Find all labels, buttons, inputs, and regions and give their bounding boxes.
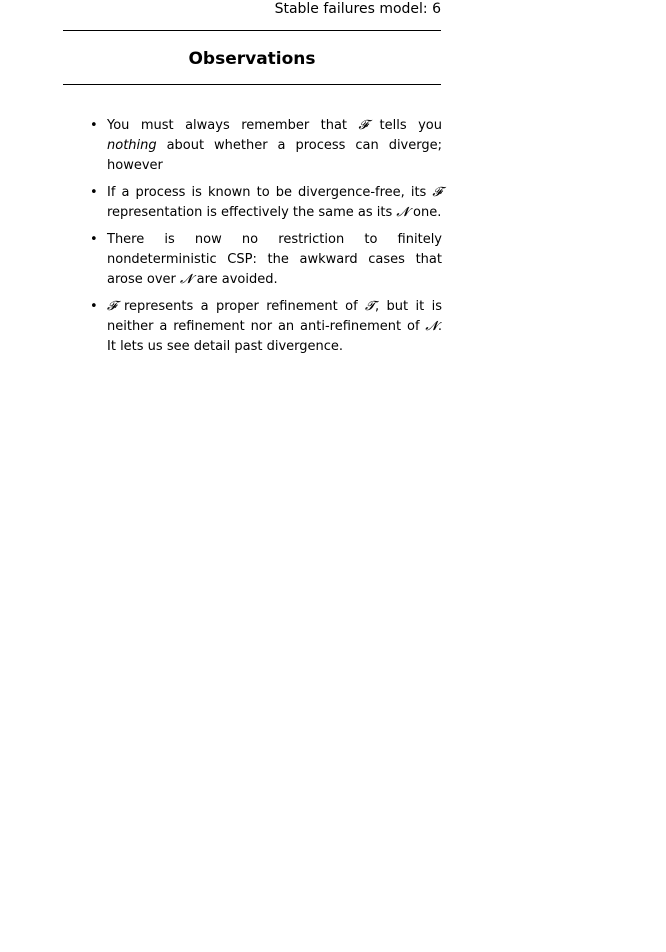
failures-model-symbol: 𝓕	[432, 185, 442, 200]
bullet-icon: •	[90, 118, 98, 133]
failures-divergences-model-symbol: 𝓝	[425, 319, 438, 334]
bullet-text: You must always remember that	[107, 118, 359, 133]
failures-model-symbol: 𝓕	[358, 118, 369, 133]
list-item	[88, 183, 442, 223]
traces-model-symbol: 𝓣	[365, 299, 375, 314]
emphasis-text: nothing	[107, 138, 157, 153]
bullet-text: are avoided.	[192, 272, 278, 287]
bullet-text: represents a proper refinement of	[116, 299, 366, 314]
top-rule	[63, 30, 441, 31]
list-item	[88, 116, 442, 176]
failures-divergences-model-symbol: 𝓝	[396, 205, 409, 220]
list-item	[88, 297, 442, 357]
list-item	[88, 230, 442, 290]
bullet-text: There is now no restriction to finitely nondeterministic CSP: the awkward cases that arose over	[107, 232, 442, 287]
running-header: Stable failures model: 6	[274, 1, 441, 17]
failures-model-symbol: 𝓕	[107, 299, 117, 314]
observations-list	[88, 116, 442, 364]
failures-divergences-model-symbol: 𝓝	[180, 272, 193, 287]
bullet-icon: •	[90, 232, 98, 247]
bullet-text: . It lets us see detail past divergence.	[107, 319, 442, 354]
bullet-text: tells you	[368, 118, 442, 133]
bottom-rule	[63, 84, 441, 85]
bullet-text: one.	[408, 205, 442, 220]
bullet-text: about whether a process can diverge; however	[107, 138, 442, 173]
slide-title: Observations	[188, 49, 316, 69]
bullet-text: representation is effectively the same as its	[107, 205, 397, 220]
bullet-icon: •	[90, 185, 98, 200]
bullet-text: , but it is neither a refinement nor an anti-refinement of	[107, 299, 442, 334]
bullet-icon: •	[90, 299, 98, 314]
bullet-text: If a process is known to be divergence-free, its	[107, 185, 433, 200]
